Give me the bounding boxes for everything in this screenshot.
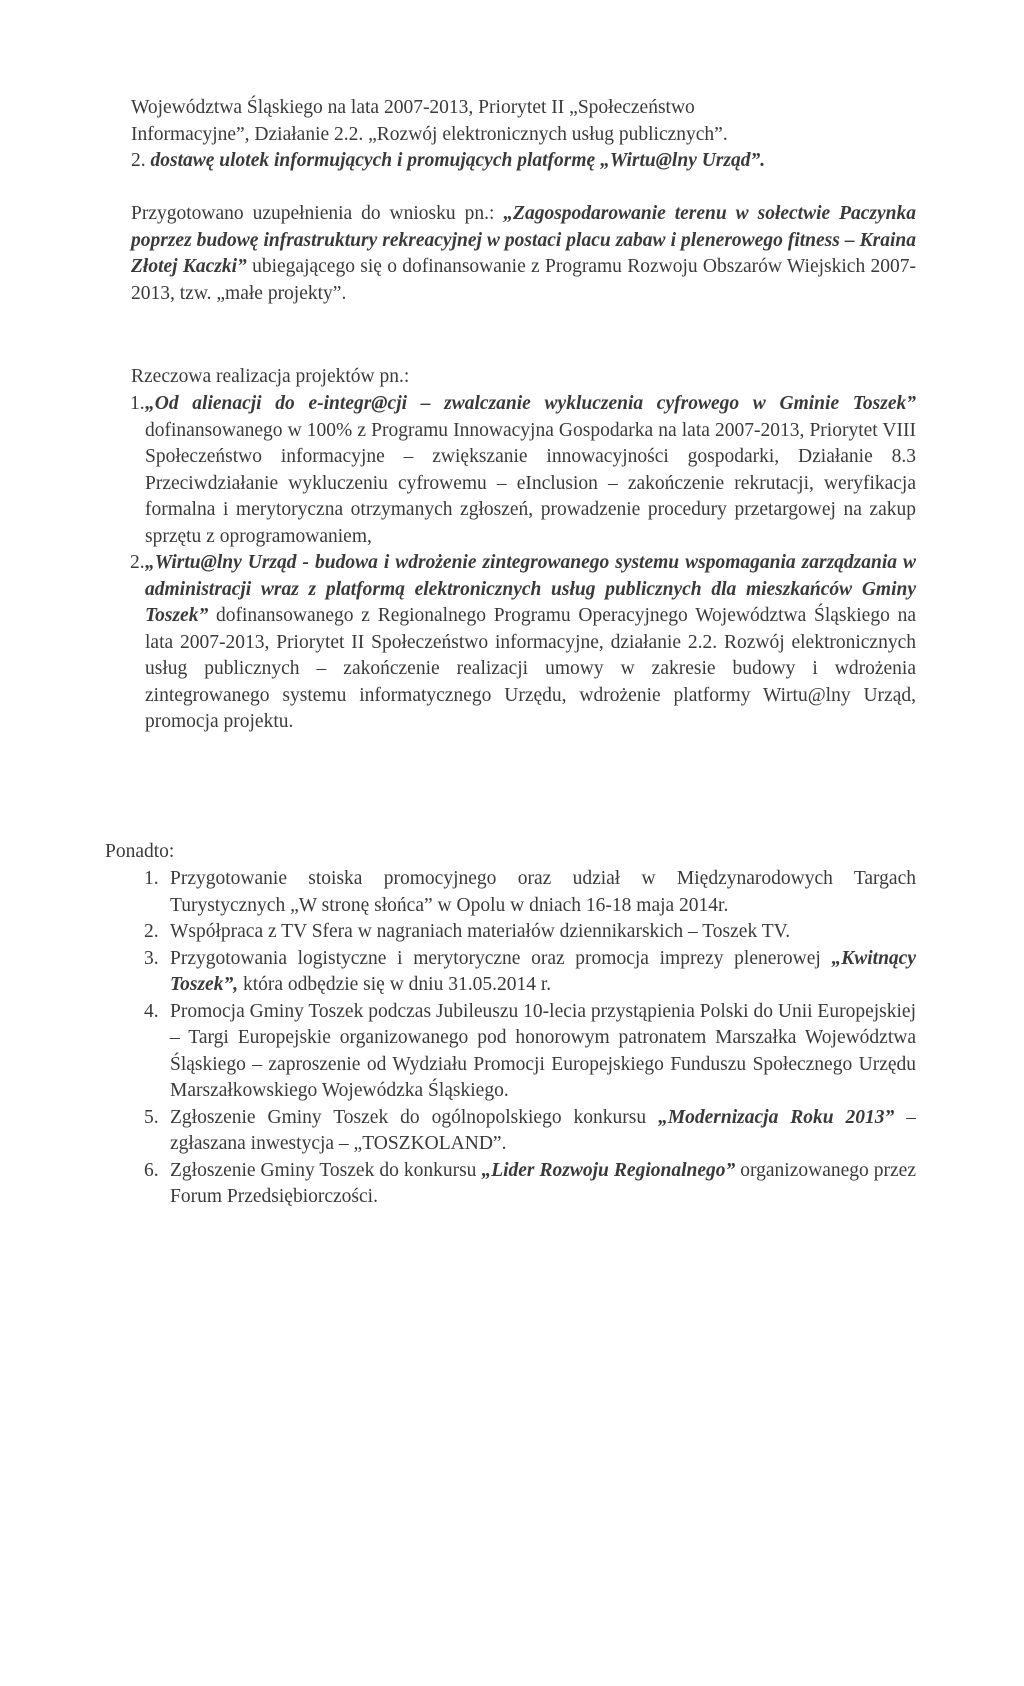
list-item [144, 946, 916, 999]
preparation-project-title: „Zagospodarowanie terenu w sołectwie Paczynka poprzez budowę infrastruktury rekreacyjnej w postaci placu zabaw i plenerowego fitness – Kraina Złotej Kaczki” [131, 203, 916, 277]
preparation-paragraph [131, 201, 916, 307]
list-item [144, 866, 916, 919]
list-item-emphasis: „Modernizacja Roku 2013” [658, 1106, 895, 1128]
list-item-number: 2. [130, 552, 145, 573]
list-item-number: 2. [144, 921, 159, 942]
list-item-text: Współpraca z TV Sfera w nagraniach materiałów dziennikarskich – Toszek TV. [170, 921, 791, 942]
list-item-tail: organizowanego przez Forum Przedsiębiorczości. [170, 1159, 916, 1207]
preparation-lead: Przygotowano uzupełnienia do wniosku pn.: [131, 203, 504, 224]
list-item-text: Promocja Gminy Toszek podczas Jubileuszu 10-lecia przystąpienia Polski do Unii Europejskiej – Targi Europejskie organizowanego pod honorowym patronatem Marszałka Województwa Śląskiego – zaproszenie od Wydziału Promocji Europejskiego Funduszu Społecznego Urzędu Marszałkowskiego Wojewódzka Śląskiego. [170, 1000, 916, 1101]
ponadto-list [144, 866, 917, 1211]
list-item-text: Zgłoszenie Gminy Toszek do konkursu [170, 1159, 482, 1181]
projects-list [130, 391, 916, 736]
list-item-tail: która odbędzie się w dniu 31.05.2014 r. [238, 974, 552, 995]
list-item [144, 999, 916, 1105]
ponadto-heading: Ponadto: [105, 841, 175, 862]
list-item-text: Zgłoszenie Gminy Toszek do ogólnopolskiego konkursu [170, 1106, 659, 1128]
list-item [144, 919, 916, 946]
project-description: dofinansowanego w 100% z Programu Innowacyjna Gospodarka na lata 2007-2013, Priorytet VIII Społeczeństwo informacyjne – zwiększanie innowacyjności gospodarki, Działanie 8.3 Przeciwdziałanie wykluczeniu cyfrowemu – eInclusion – zakończenie rekrutacji, weryfikacja formalna i merytoryczna otrzymanych zgłoszeń, prowadzenie procedury przetargowej na zakup sprzętu z oprogramowaniem, [145, 419, 916, 547]
list-item-number: 4. [144, 1000, 159, 1022]
project-title: „Od alienacji do e-integr@cji – zwalczanie wykluczenia cyfrowego w Gminie Toszek” [145, 393, 916, 414]
list-item [130, 550, 916, 736]
list-item-emphasis: „Kwitnący Toszek”, [170, 947, 916, 995]
project-title: „Wirtu@lny Urząd - budowa i wdrożenie zintegrowanego systemu wspomagania zarządzania w administracji wraz z platformą elektronicznych usług publicznych dla mieszkańców Gminy Toszek” [145, 552, 916, 626]
intro-line-2: Informacyjne”, Działanie 2.2. „Rozwój elektronicznych usług publicznych”. [131, 123, 728, 145]
list-item-number: 1. [144, 868, 159, 889]
intro-item-title: dostawę ulotek informujących i promujących platformę „Wirtu@lny Urząd”. [150, 150, 766, 171]
project-description: dofinansowanego z Regionalnego Programu Operacyjnego Województwa Śląskiego na lata 2007-2013, Priorytet II Społeczeństwo informacyjne, działanie 2.2. Rozwój elektronicznych usług publicznych – zakończenie realizacji umowy w zakresie budowy i wdrożenia zintegrowanego systemu informatycznego Urzędu, wdrożenie platformy Wirtu@lny Urząd, promocja projektu. [145, 605, 916, 732]
list-item [144, 1105, 917, 1158]
list-item-text: Przygotowania logistyczne i merytoryczne oraz promocja imprezy plenerowej [170, 947, 832, 969]
list-item-number: 6. [144, 1159, 159, 1181]
list-item [144, 1158, 916, 1211]
list-item-number: 1. [130, 393, 145, 414]
intro-paragraph [131, 95, 916, 175]
list-item [130, 391, 916, 550]
intro-item-number: 2. [131, 150, 146, 171]
intro-line-1: Województwa Śląskiego na lata 2007-2013, Priorytet II „Społeczeństwo [131, 97, 695, 118]
list-item-tail: – zgłaszana inwestycja – „TOSZKOLAND”. [170, 1106, 917, 1154]
list-item-emphasis: „Lider Rozwoju Regionalnego” [481, 1159, 736, 1181]
list-item-text: Przygotowanie stoiska promocyjnego oraz udział w Międzynarodowych Targach Turystycznych „W stronę słońca” w Opolu w dniach 16-18 maja 2014r. [170, 868, 916, 916]
preparation-rest: ubiegającego się o dofinansowanie z Programu Rozwoju Obszarów Wiejskich 2007-2013, tzw. „małe projekty”. [131, 256, 916, 304]
list-item-number: 5. [144, 1106, 159, 1128]
projects-heading: Rzeczowa realizacja projektów pn.: [131, 366, 410, 387]
list-item-number: 3. [144, 947, 159, 969]
